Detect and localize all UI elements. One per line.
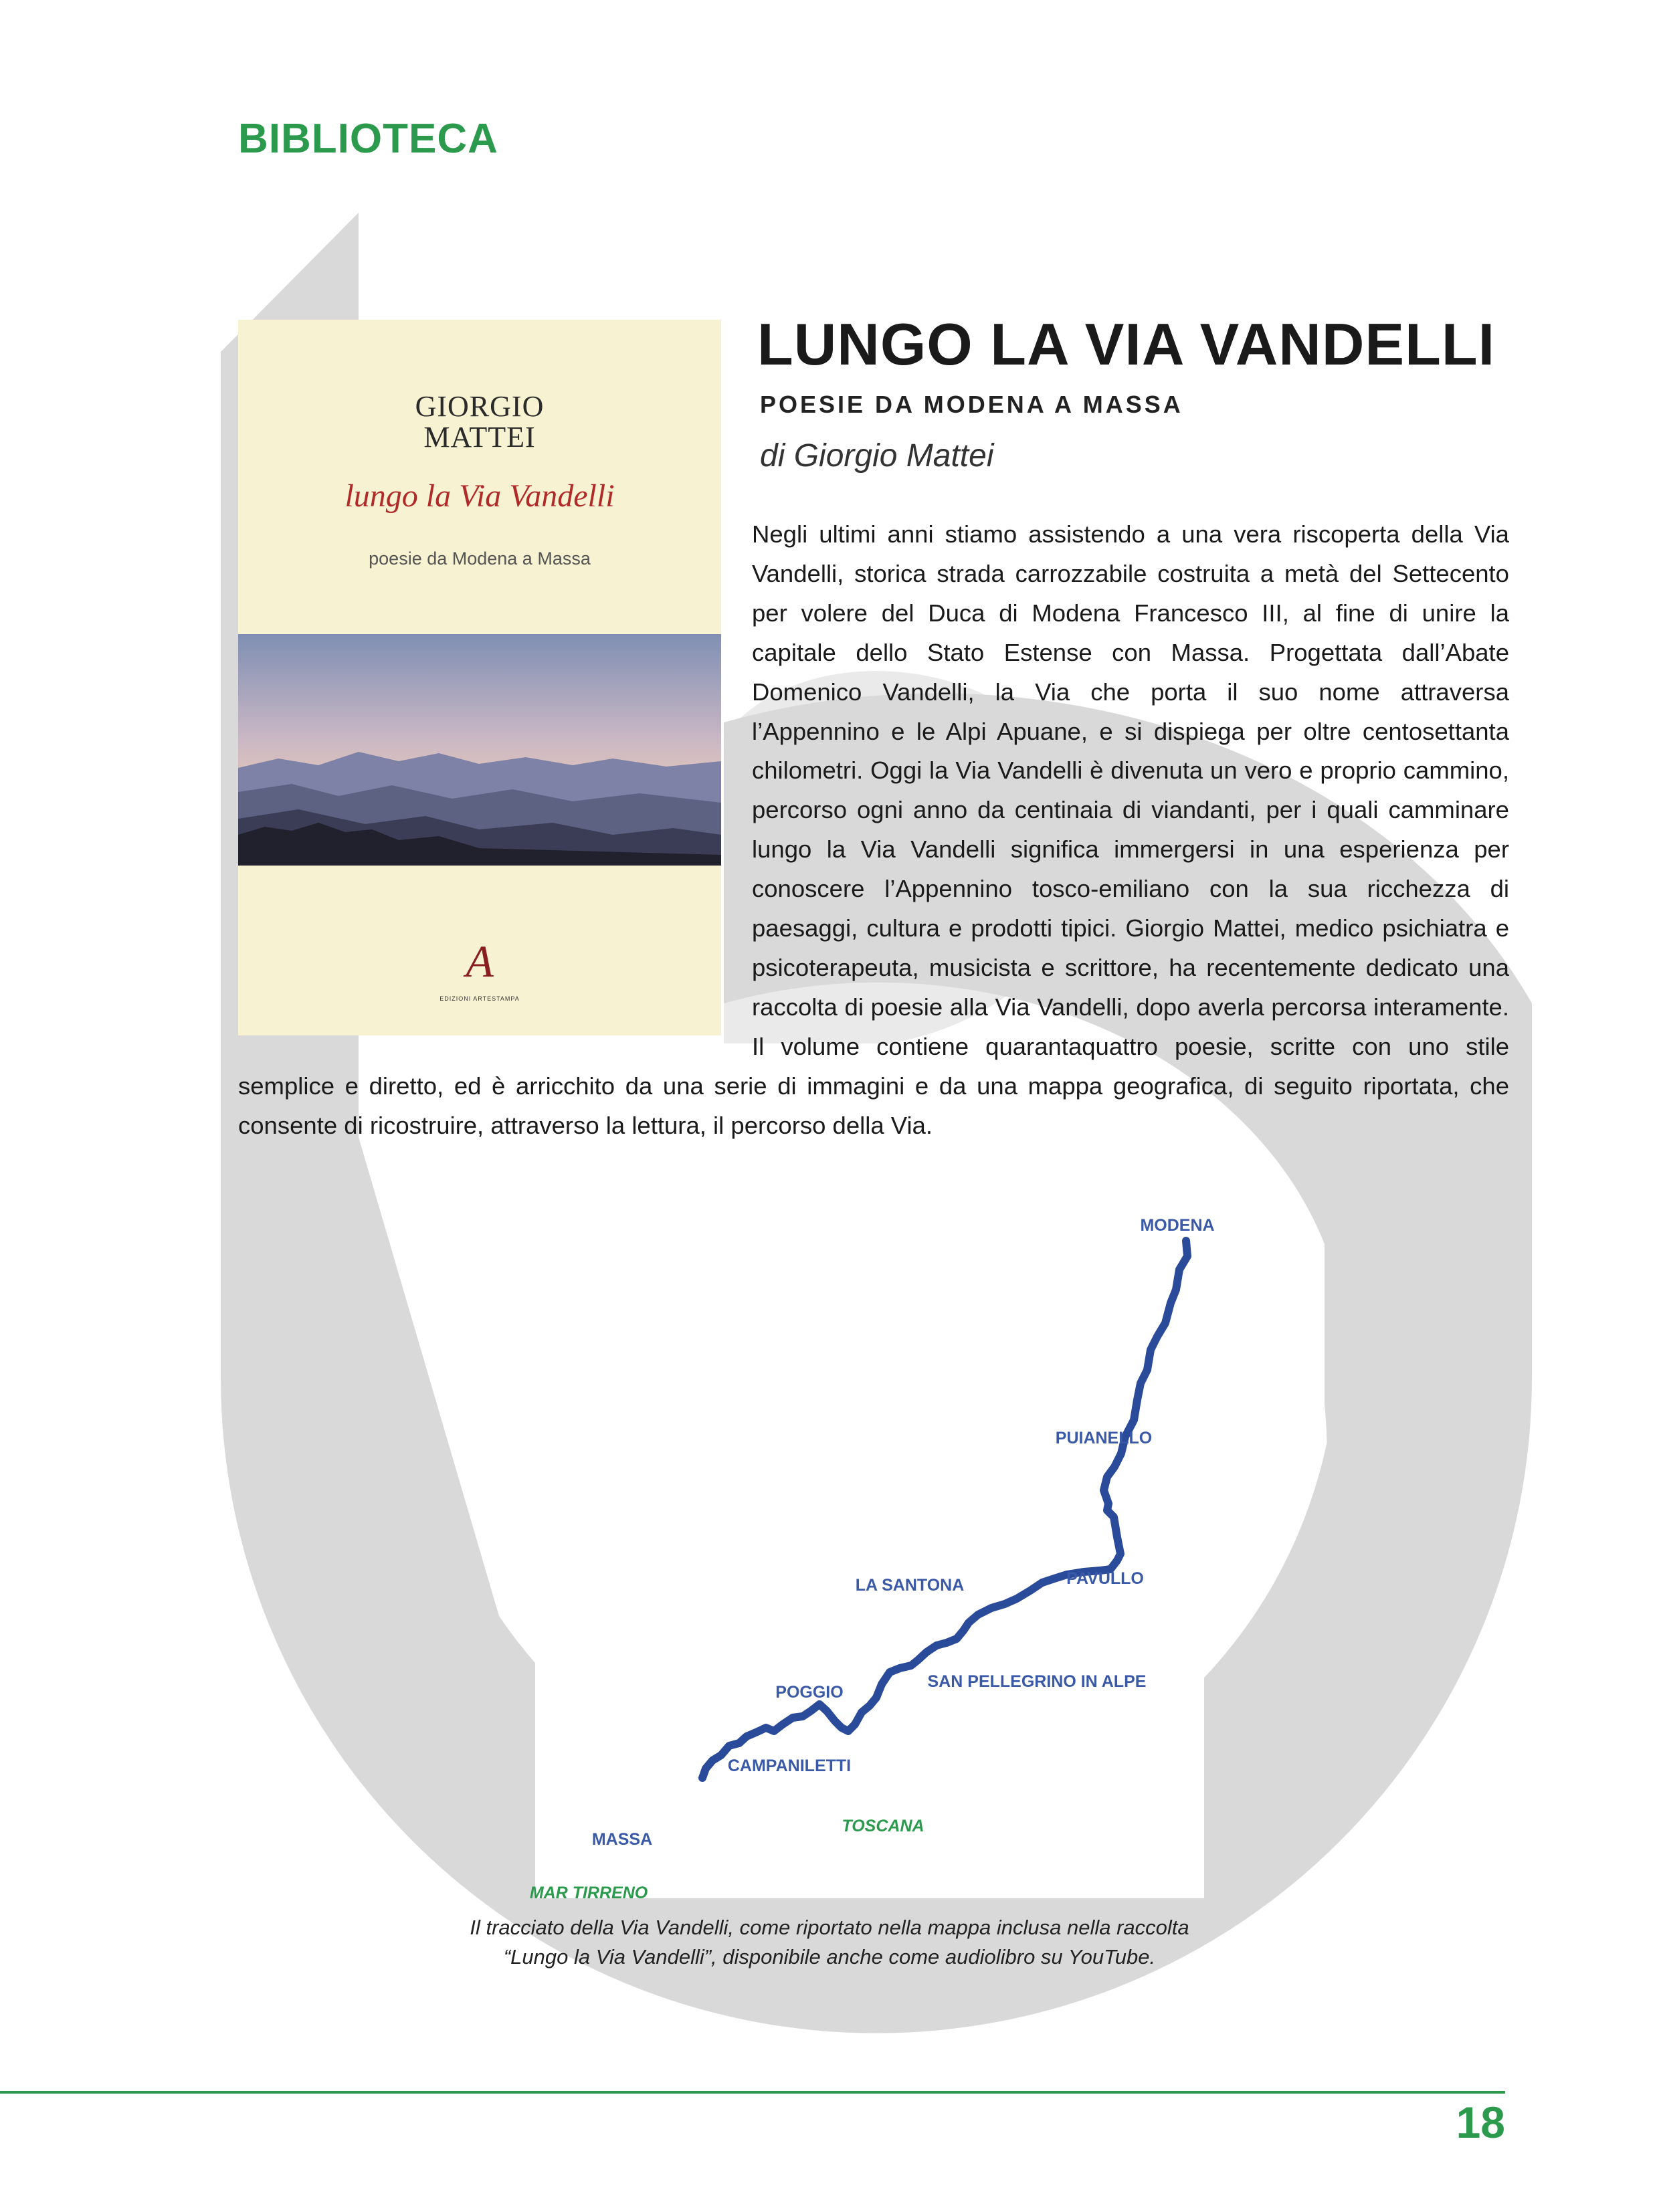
cover-subtitle: poesie da Modena a Massa bbox=[369, 548, 591, 569]
map-label-modena: MODENA bbox=[1140, 1216, 1215, 1235]
article-body: Negli ultimi anni stiamo assistendo a una vera riscoperta della Via Vandelli, storica strada carrozzabile costruita a metà del Settecento per volere del Duca di Modena Francesco III, al fine di unire la capitale dello Stato Estense con Massa. Progettata dall’Abate Domenico Vandelli, la Via che porta il suo nome attraversa l’Appennino e le Alpi Apuane, e si dispiega per oltre centosettanta chilometri. Oggi la Via Vandelli è divenuta un vero e proprio cammino, percorso ogni anno da centinaia di viandanti, per i quali camminare lungo la Via Vandelli significa immergersi in una esperienza per conoscere l’Appennino tosco-emiliano con la sua ricchezza di paesaggi, cultura e prodotti tipici. Giorgio Mattei, medico psichiatra e psicoterapeuta, musicista e scrittore, ha recentemente dedicato una raccolta di poesie alla Via Vandelli, dopo averla percorsa interamente. Il volume contiene quarantaquattro poesie, scritte con uno stile semplice e diretto, ed è arricchito da una serie di immagini e da una mappa geografica, di seguito riportata, che consente di ricostruire, attraverso la lettura, il percorso della Via. bbox=[238, 520, 1509, 1139]
map-label-toscana: TOSCANA bbox=[842, 1817, 924, 1835]
article-author: di Giorgio Mattei bbox=[760, 438, 994, 474]
caption-line-1: Il tracciato della Via Vandelli, come riportato nella mappa inclusa nella raccolta bbox=[470, 1916, 1189, 1939]
page-number: 18 bbox=[1456, 2098, 1505, 2147]
cover-author-last: MATTEI bbox=[423, 421, 536, 454]
publisher-name: EDIZIONI ARTESTAMPA bbox=[440, 995, 520, 1002]
cover-author-first: GIORGIO bbox=[415, 390, 545, 423]
cover-title: lungo la Via Vandelli bbox=[345, 478, 615, 514]
article-title: LUNGO LA VIA VANDELLI bbox=[757, 311, 1496, 377]
map-label-la-santona: LA SANTONA bbox=[855, 1576, 965, 1595]
publisher-logo: A bbox=[466, 936, 494, 987]
map-caption bbox=[254, 1913, 1405, 1972]
footer-rule bbox=[0, 2091, 1505, 2094]
map-label-mar-tirreno: MAR TIRRENO bbox=[529, 1884, 648, 1902]
map-label-massa: MASSA bbox=[591, 1830, 653, 1849]
map-label-poggio: POGGIO bbox=[775, 1683, 844, 1702]
caption-line-2: “Lungo la Via Vandelli”, disponibile anche come audiolibro su YouTube. bbox=[503, 1945, 1156, 1969]
map-label-campaniletti: CAMPANILETTI bbox=[727, 1756, 852, 1775]
article-subtitle: POESIE DA MODENA A MASSA bbox=[760, 391, 1183, 418]
map-label-san-pellegrino: SAN PELLEGRINO IN ALPE bbox=[927, 1672, 1147, 1691]
section-label: BIBLIOTECA bbox=[238, 116, 498, 162]
route-map bbox=[529, 1169, 1215, 1902]
map-label-puianello: PUIANELLO bbox=[1055, 1429, 1153, 1447]
map-label-pavullo: PAVULLO bbox=[1066, 1569, 1144, 1588]
